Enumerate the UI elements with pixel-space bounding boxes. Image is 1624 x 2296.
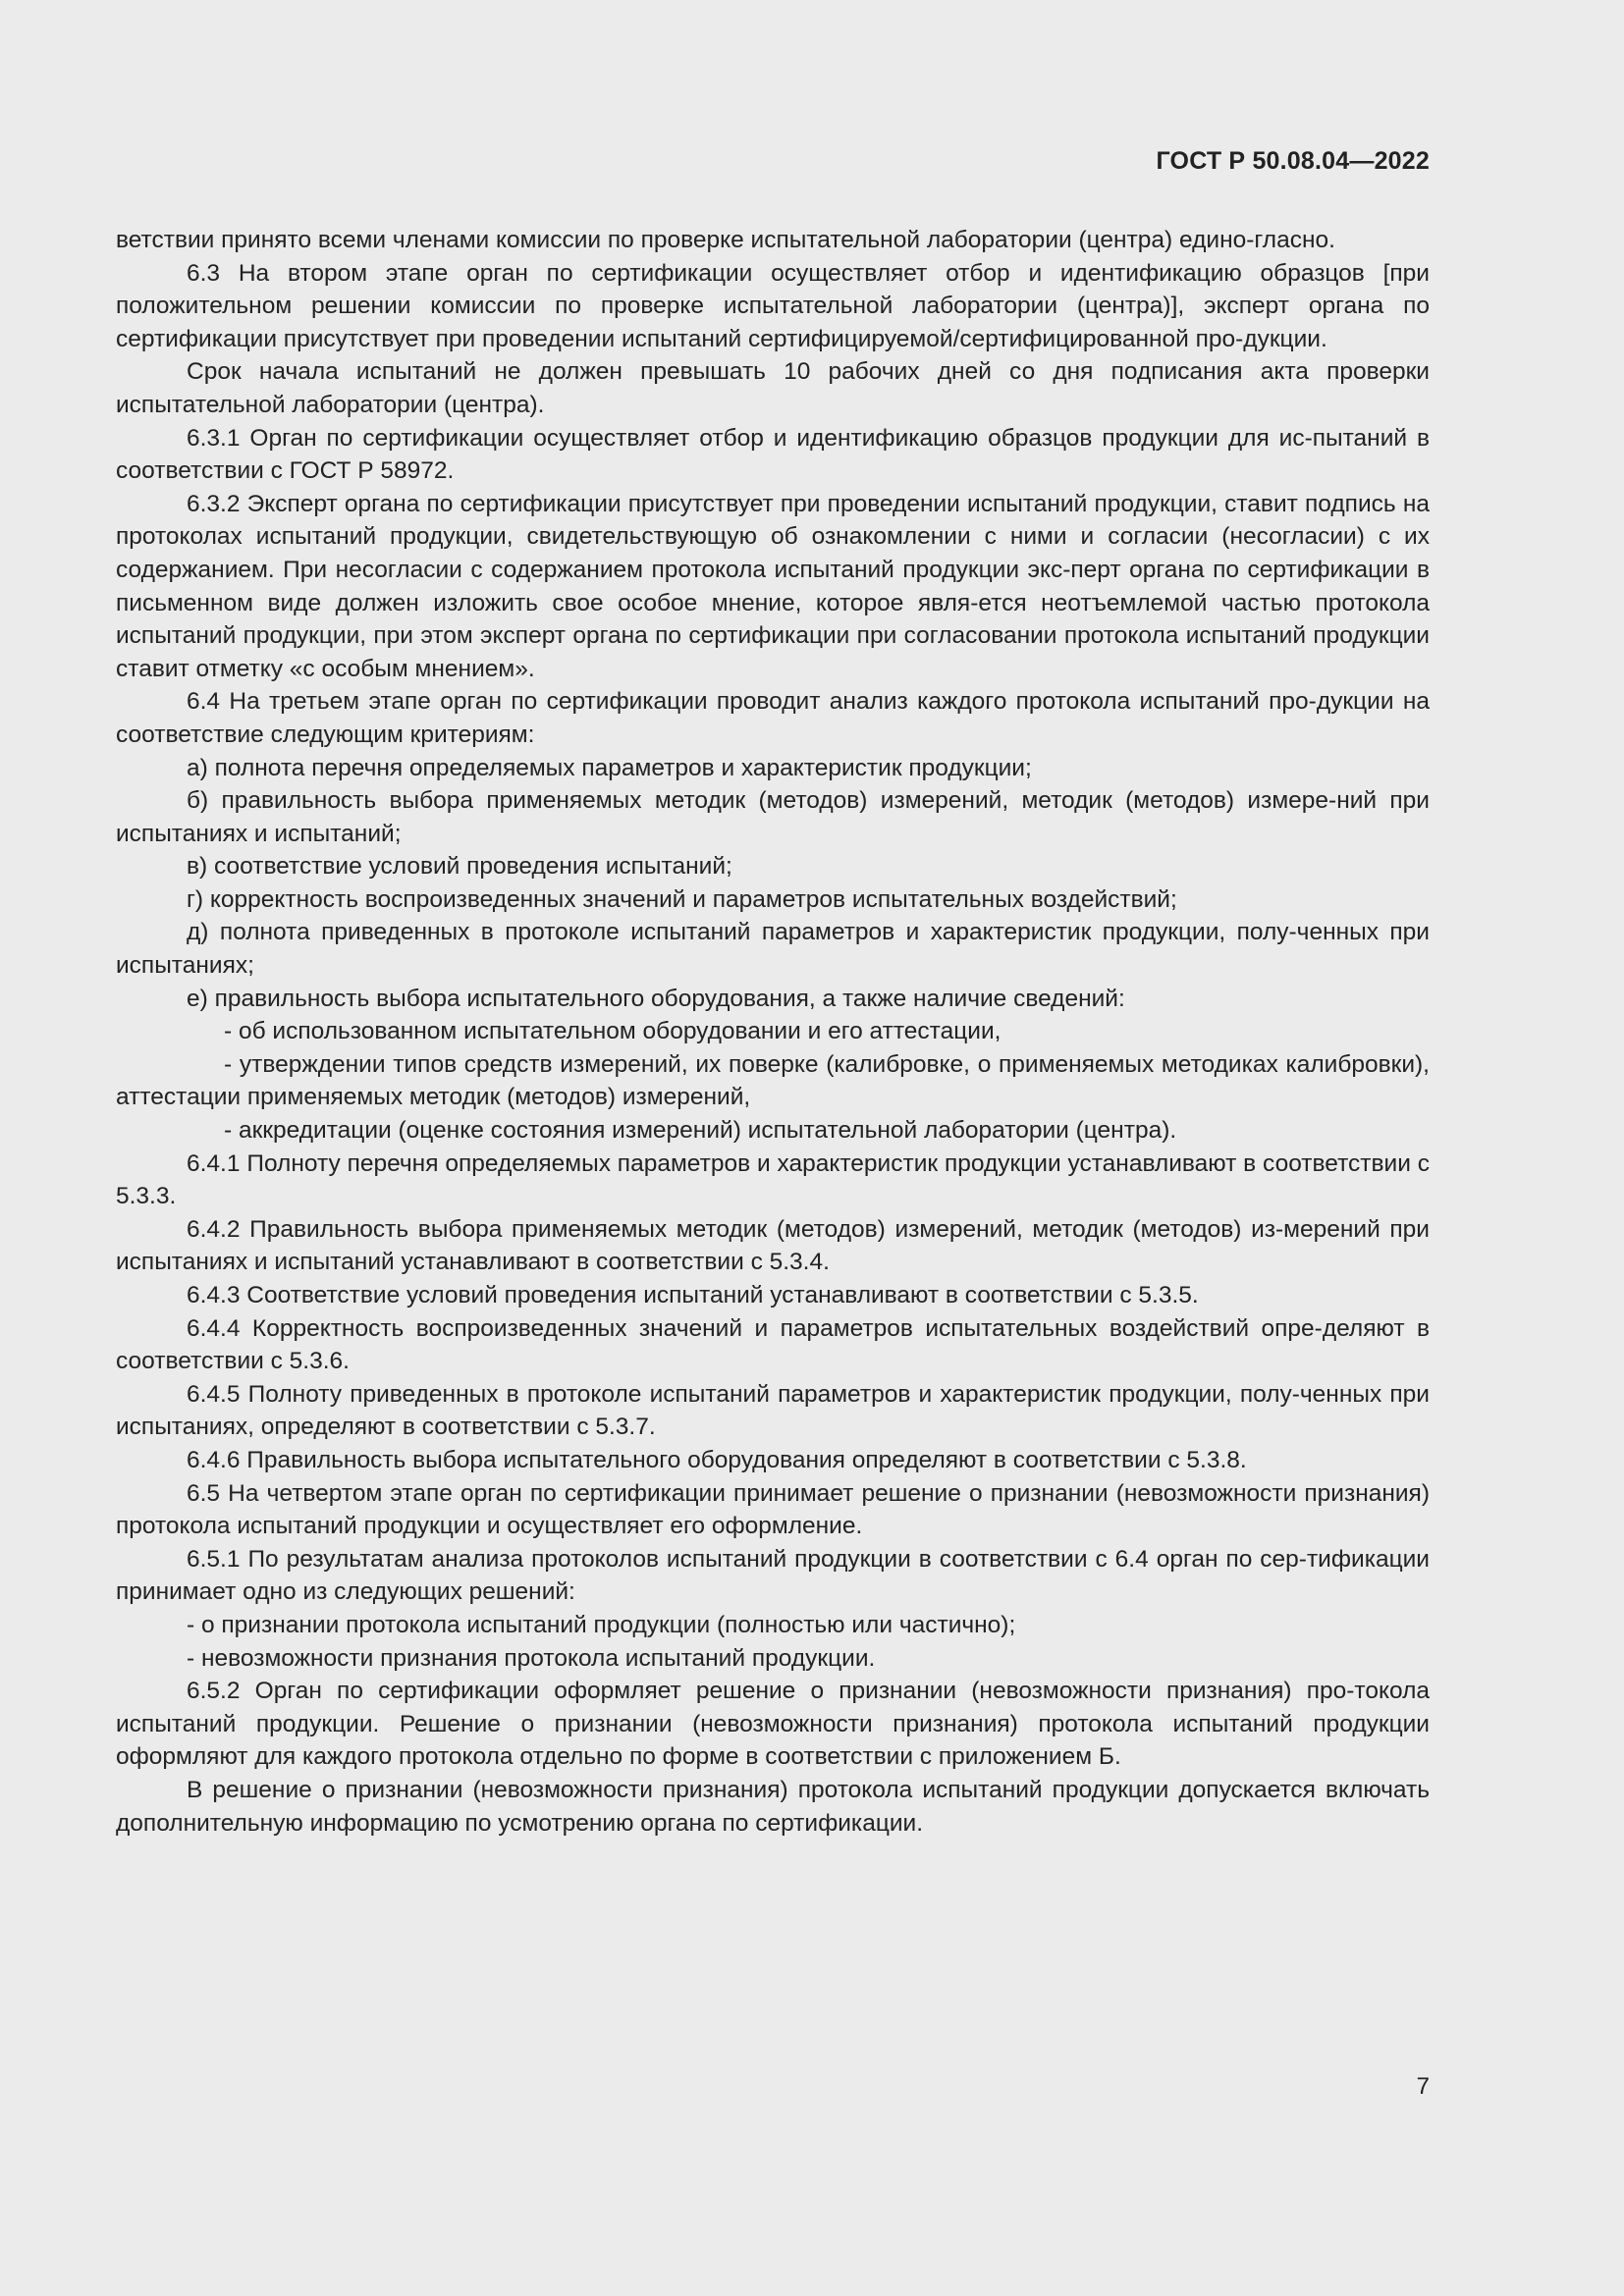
paragraph-6-3-1: 6.3.1 Орган по сертификации осуществляет отбор и идентификацию образцов продукции для ис-пытаний в соответствии с ГОСТ Р 58972. xyxy=(116,424,1430,485)
paragraph-6-3: 6.3 На втором этапе орган по сертификации осуществляет отбор и идентификацию образцов [при положительном решении комиссии по проверке испытательной лаборатории (центра)], эксперт органа по сертификации присутствует при проведении испытаний сертифицируемой/сертифицированной про-дукции. xyxy=(116,259,1430,352)
list-item-b: б) правильность выбора применяемых методик (методов) измерений, методик (методов) измере-ний при испытаниях и испытаний; xyxy=(116,787,1430,847)
paragraph: Срок начала испытаний не должен превышать 10 рабочих дней со дня подписания акта проверки испытательной лаборатории (центра). xyxy=(116,358,1430,418)
paragraph-6-5-2: 6.5.2 Орган по сертификации оформляет решение о признании (невозможности признания) про-токола испытаний продукции. Решение о признании (невозможности признания) протокола испытаний продукции оформляют для каждого протокола отдельно по форме в соответствии с приложением Б. xyxy=(116,1678,1430,1771)
paragraph: ветствии принято всеми членами комиссии по проверке испытательной лаборатории (центра) едино-гласно. xyxy=(116,227,1335,253)
paragraph-6-5: 6.5 На четвертом этапе орган по сертификации принимает решение о признании (невозможности признания) протокола испытаний продукции и осуществляет его оформление. xyxy=(116,1479,1430,1540)
list-item: - о признании протокола испытаний продукции (полностью или частично); xyxy=(187,1611,1016,1638)
paragraph-6-4-3: 6.4.3 Соответствие условий проведения испытаний устанавливают в соответствии с 5.3.5. xyxy=(187,1282,1199,1308)
paragraph-6-4-2: 6.4.2 Правильность выбора применяемых методик (методов) измерений, методик (методов) из-мерений при испытаниях и испытаний устанавливают в соответствии с 5.3.4. xyxy=(116,1215,1430,1276)
list-item-a: а) полнота перечня определяемых параметров и характеристик продукции; xyxy=(187,754,1032,781)
sub-list-item: - об использованном испытательном оборудовании и его аттестации, xyxy=(224,1018,1001,1045)
list-item-d: д) полнота приведенных в протоколе испытаний параметров и характеристик продукции, полу-ченных при испытаниях; xyxy=(116,919,1430,980)
paragraph: В решение о признании (невозможности признания) протокола испытаний продукции допускается включать дополнительную информацию по усмотрению органа по сертификации. xyxy=(116,1776,1430,1837)
sub-list-item: - аккредитации (оценке состояния измерений) испытательной лаборатории (центра). xyxy=(224,1117,1177,1145)
list-item: - невозможности признания протокола испытаний продукции. xyxy=(187,1644,876,1672)
paragraph-6-4: 6.4 На третьем этапе орган по сертификации проводит анализ каждого протокола испытаний про-дукции на соответствие следующим критериям: xyxy=(116,688,1430,748)
page-number: 7 xyxy=(1416,2073,1430,2100)
paragraph-6-4-5: 6.4.5 Полноту приведенных в протоколе испытаний параметров и характеристик продукции, полу-ченных при испытаниях, определяют в соответствии с 5.3.7. xyxy=(116,1380,1430,1441)
list-item-e: е) правильность выбора испытательного оборудования, а также наличие сведений: xyxy=(187,985,1125,1012)
paragraph-6-5-1: 6.5.1 По результатам анализа протоколов испытаний продукции в соответствии с 6.4 орган по сер-тификации принимает одно из следующих решений: xyxy=(116,1545,1430,1606)
paragraph-6-4-1: 6.4.1 Полноту перечня определяемых параметров и характеристик продукции устанавливают в соответствии с 5.3.3. xyxy=(116,1149,1430,1210)
paragraph-6-4-6: 6.4.6 Правильность выбора испытательного оборудования определяют в соответствии с 5.3.8. xyxy=(187,1446,1247,1473)
list-item-g: г) корректность воспроизведенных значений и параметров испытательных воздействий; xyxy=(187,885,1177,913)
document-body xyxy=(116,224,1430,1840)
list-item-v: в) соответствие условий проведения испытаний; xyxy=(187,853,732,881)
sub-list-item: - утверждении типов средств измерений, их поверке (калибровке, о применяемых методиках калибровки), аттестации применяемых методик (методов) измерений, xyxy=(116,1050,1430,1111)
paragraph-6-4-4: 6.4.4 Корректность воспроизведенных значений и параметров испытательных воздействий опре-деляют в соответствии с 5.3.6. xyxy=(116,1314,1430,1375)
document-code-header: ГОСТ Р 50.08.04—2022 xyxy=(1156,147,1430,175)
paragraph-6-3-2: 6.3.2 Эксперт органа по сертификации присутствует при проведении испытаний продукции, ставит подпись на протоколах испытаний продукции, свидетельствующую об ознакомлении с ними и согласии (несогласии) с их содержанием. При несогласии с содержанием протокола испытаний продукции экс-перт органа по сертификации в письменном виде должен изложить свое особое мнение, которое явля-ется неотъемлемой частью протокола испытаний продукции, при этом эксперт органа по сертификации при согласовании протокола испытаний продукции ставит отметку «с особым мнением». xyxy=(116,490,1430,682)
